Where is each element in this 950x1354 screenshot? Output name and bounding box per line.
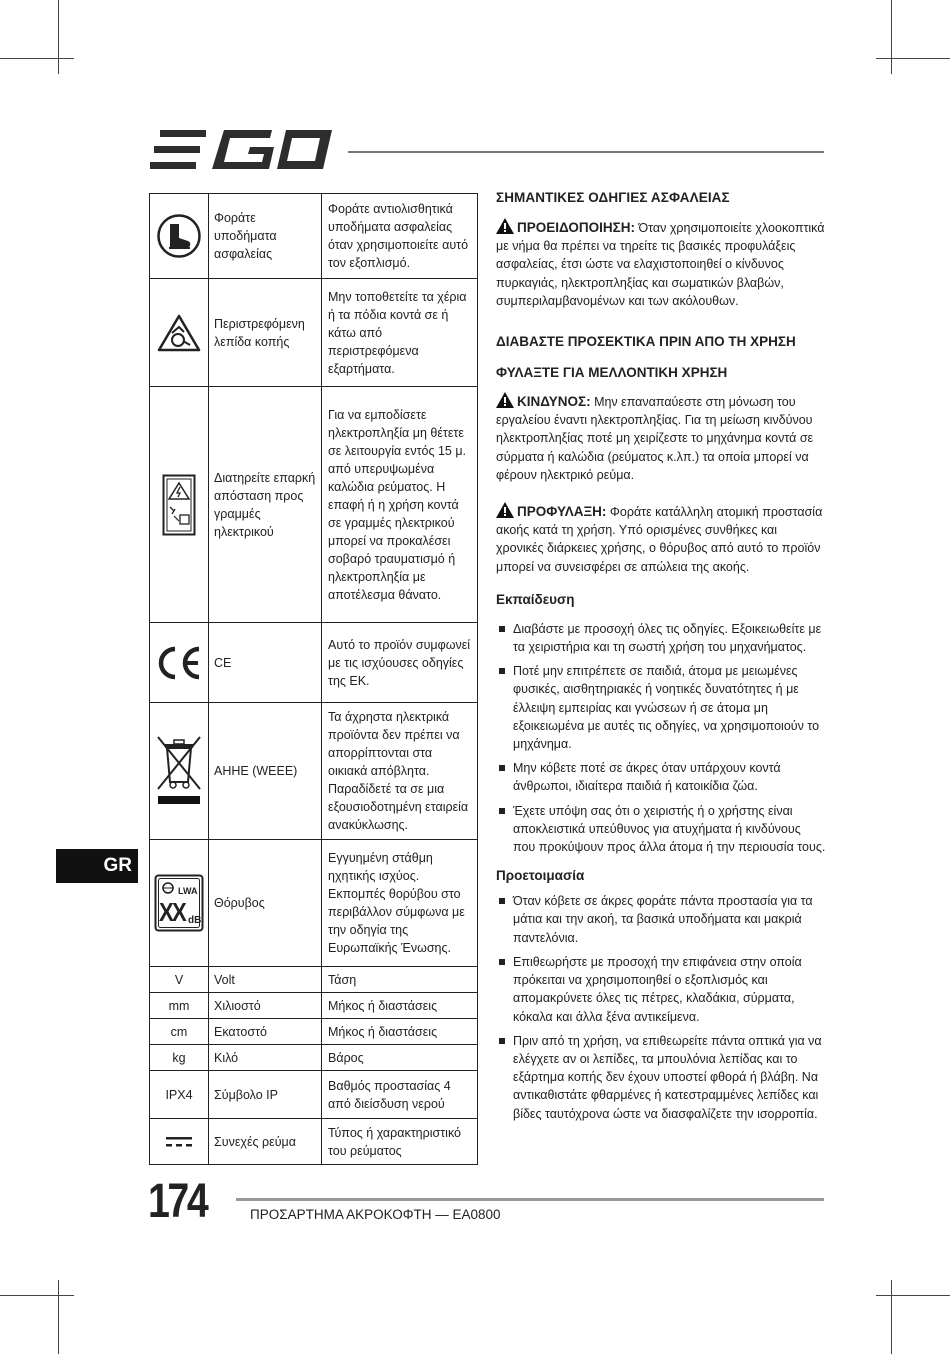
symbol-description: Βάρος <box>322 1045 478 1071</box>
symbol-name: ΑΗΗΕ (WEEE) <box>209 703 322 840</box>
table-row <box>150 840 478 967</box>
read-heading: ΔΙΑΒΑΣΤΕ ΠΡΟΣΕΚΤΙΚΑ ΠΡΙΝ ΑΠΟ ΤΗ ΧΡΗΣΗ <box>496 334 796 350</box>
symbol-description: Για να εμποδίσετε ηλεκτροπληξία μη θέτετε σε λειτουργία εντός 15 μ. από υπερυψωμένα καλώδια ρεύματος. Η επαφή ή η χρήση κοντά σε γραμμές ηλεκτρικού μπορεί να προκαλέσει σοβαρό τραυματισμό ή ηλεκτροπληξία με αποτέλεσμα θάνατο. <box>322 387 478 623</box>
caution-text: Φοράτε κατάλληλη ατομική προστασία ακοής κατά τη χρήση. Υπό ορισμένες συνθήκες και χρονικές διάρκειες χρήσης, ο θόρυβος από αυτό το προϊόν μπορεί να συνεισφέρει σε απώλεια της ακοής. <box>496 505 823 574</box>
table-row <box>150 387 478 623</box>
training-heading: Εκπαίδευση <box>496 591 575 607</box>
crop-mark <box>891 1280 892 1354</box>
symbol-description: Μήκος ή διαστάσεις <box>322 993 478 1019</box>
symbol-description: Μήκος ή διαστάσεις <box>322 1019 478 1045</box>
symbol-description: Τάση <box>322 967 478 993</box>
table-row <box>150 1119 478 1165</box>
symbol-description: Τύπος ή χαρακτηριστικό του ρεύματος <box>322 1119 478 1165</box>
danger-paragraph <box>496 392 826 484</box>
symbol-abbrev: IPX4 <box>150 1071 209 1119</box>
crop-mark <box>891 0 892 74</box>
symbol-description: Τα άχρηστα ηλεκτρικά προϊόντα δεν πρέπει να απορρίπτονται στα οικιακά απόβλητα. Παραδίδετέ τα σε μια εξουσιοδοτημένη εταιρεία ανακύκλωσης. <box>322 703 478 840</box>
symbol-description: Φοράτε αντιολισθητικά υποδήματα ασφαλείας όταν χρησιμοποιείτε αυτό τον εξοπλισμό. <box>322 194 478 279</box>
symbol-name: Συνεχές ρεύμα <box>209 1119 322 1165</box>
danger-text: Μην επαναπαύεστε στη μόνωση του εργαλείου έναντι ηλεκτροπληξίας. Για τη μείωση κινδύνου ηλεκτροπληξίας ποτέ μη χειρίζεστε το μηχάνημα κοντά σε σύρματα ή καλώδια (ρεύματος κ.λπ.) τα οποία μπορεί να φέρουν ηλεκτρικό ρεύμα. <box>496 395 814 482</box>
list-item: Έχετε υπόψη σας ότι ο χειριστής ή ο χρήστης είναι αποκλειστικά υπεύθυνος για ατυχήματα ή κινδύνους που προκύψουν προς άλλα άτομα ή την περιουσία τους. <box>496 802 826 857</box>
table-row <box>150 1071 478 1119</box>
table-row <box>150 279 478 387</box>
training-list <box>496 620 826 856</box>
crop-mark <box>58 1280 59 1354</box>
crop-mark <box>876 1295 950 1296</box>
symbol-name: Volt <box>209 967 322 993</box>
symbol-name: Κιλό <box>209 1045 322 1071</box>
rotating-blade-icon <box>157 313 201 353</box>
ego-logo <box>150 130 332 170</box>
symbol-name: CE <box>209 623 322 703</box>
header-rule <box>348 151 824 153</box>
danger-triangle-icon <box>496 392 514 408</box>
symbol-abbrev: cm <box>150 1019 209 1045</box>
table-row <box>150 993 478 1019</box>
noise-value-label: XX <box>159 897 186 927</box>
list-item: Επιθεωρήστε με προσοχή την επιφάνεια στην οποία πρόκειται να χρησιμοποιηθεί ο εξοπλισμός και απομακρύνετε όλες τις πέτρες, κλαδάκια, σύρματα, κόκαλα και άλλα ξένα αντικείμενα. <box>496 953 826 1026</box>
section-heading: ΣΗΜΑΝΤΙΚΕΣ ΟΔΗΓΙΕΣ ΑΣΦΑΛΕΙΑΣ <box>496 190 730 205</box>
list-item: Μην κόβετε ποτέ σε άκρες όταν υπάρχουν κοντά άνθρωποι, ιδιαίτερα παιδιά ή κατοικίδια ζώα. <box>496 759 826 795</box>
list-item: Όταν κόβετε σε άκρες φοράτε πάντα προστασία για τα μάτια και την ακοή, τα βασικά υποδήματα και μακριά παντελόνια. <box>496 892 826 947</box>
noise-unit-label: dB <box>188 915 202 926</box>
page-number: 174 <box>148 1175 207 1228</box>
list-item: Διαβάστε με προσοχή όλες τις οδηγίες. Εξοικειωθείτε με τα χειριστήρια και τη σωστή χρήση του μηχανήματος. <box>496 620 826 656</box>
language-tab: GR <box>56 849 138 883</box>
table-row <box>150 1019 478 1045</box>
table-row <box>150 967 478 993</box>
table-row <box>150 1045 478 1071</box>
crop-mark <box>0 58 74 59</box>
danger-label: ΚΙΝΔΥΝΟΣ: <box>517 394 591 410</box>
symbol-name: Θόρυβος <box>209 840 322 967</box>
ce-mark-icon <box>154 646 204 680</box>
warning-text: Όταν χρησιμοποιείτε χλοοκοπτικά με νήμα θα πρέπει να τηρείτε τις βασικές προφυλάξεις ασφαλείας, έτσι ώστε να ελαχιστοποιηθεί ο κίνδυνος πυρκαγιάς, ηλεκτροπληξίας και σωματικών βλαβών, συμπεριλαμβανομένων και των ακόλουθων. <box>496 221 825 308</box>
list-item: Πριν από τη χρήση, να επιθεωρείτε πάντα οπτικά για να ελέγχετε αν οι λεπίδες, τα μπουλόνια λεπίδας και το εξάρτημα κοπής δεν έχουν υποστεί φθορά ή βλάβη. Να αντικαθιστάτε φθαρμένες ή κατεστραμμένες λεπίδες και βίδες ταυτόχρονα ώστε να διασφαλίζετε την ισορροπία. <box>496 1032 826 1123</box>
caution-triangle-icon <box>496 502 514 518</box>
warning-label: ΠΡΟΕΙΔΟΠΟΙΗΣΗ: <box>517 220 635 235</box>
symbol-description: Μην τοποθετείτε τα χέρια ή τα πόδια κοντά σε ή κάτω από περιστρεφόμενα εξαρτήματα. <box>322 279 478 387</box>
symbol-abbrev: V <box>150 967 209 993</box>
prep-heading: Προετοιμασία <box>496 868 585 884</box>
prep-list <box>496 892 826 1122</box>
symbol-abbrev: mm <box>150 993 209 1019</box>
weee-bin-icon <box>155 734 203 808</box>
crop-mark <box>876 58 950 59</box>
caution-paragraph <box>496 502 826 576</box>
safety-boots-icon <box>157 214 201 258</box>
warning-paragraph <box>496 218 826 310</box>
warning-triangle-icon <box>496 218 514 234</box>
symbol-name: Περιστρεφόμενη λεπίδα κοπής <box>209 279 322 387</box>
crop-mark <box>0 1295 74 1296</box>
safety-instructions <box>496 188 826 1129</box>
symbol-name: Εκατοστό <box>209 1019 322 1045</box>
power-line-distance-icon <box>162 474 196 536</box>
noise-lwa-label: LWA <box>178 886 198 896</box>
keep-heading: ΦΥΛΑΞΤΕ ΓΙΑ ΜΕΛΛΟΝΤΙΚΗ ΧΡΗΣΗ <box>496 365 728 381</box>
symbol-abbrev: kg <box>150 1045 209 1071</box>
caution-label: ΠΡΟΦΥΛΑΞΗ: <box>517 504 607 520</box>
symbol-description: Αυτό το προϊόν συμφωνεί με τις ισχύουσες οδηγίες της ΕΚ. <box>322 623 478 703</box>
crop-mark <box>58 0 59 74</box>
direct-current-icon <box>166 1136 192 1148</box>
table-row <box>150 623 478 703</box>
symbol-description: Βαθμός προστασίας 4 από διείσδυση νερού <box>322 1071 478 1119</box>
symbols-table <box>149 193 478 1165</box>
list-item: Ποτέ μην επιτρέπετε σε παιδιά, άτομα με μειωμένες φυσικές, αισθητηριακές ή νοητικές δυνατότητες ή με έλλειψη εμπειρίας και γνώσεων ή σε άτομα μη εξοικειωμένα με αυτές τις οδηγίες, να χρησιμοποιούν το μηχάνημα. <box>496 662 826 753</box>
symbol-name: Σύμβολο IP <box>209 1071 322 1119</box>
symbol-description: Εγγυημένη στάθμη ηχητικής ισχύος. Εκπομπές θορύβου στο περιβάλλον σύμφωνα με την οδηγία της Ευρωπαϊκής Ένωσης. <box>322 840 478 967</box>
symbol-name: Χιλιοστό <box>209 993 322 1019</box>
table-row <box>150 194 478 279</box>
table-row <box>150 703 478 840</box>
footer-title: ΠΡΟΣΑΡΤΗΜΑ ΑΚΡΟΚΟΦΤΗ — EA0800 <box>250 1207 501 1222</box>
symbol-name: Φοράτε υποδήματα ασφαλείας <box>209 194 322 279</box>
noise-level-icon <box>154 874 204 932</box>
symbol-name: Διατηρείτε επαρκή απόσταση προς γραμμές ηλεκτρικού <box>209 387 322 623</box>
footer-rule <box>236 1198 824 1201</box>
